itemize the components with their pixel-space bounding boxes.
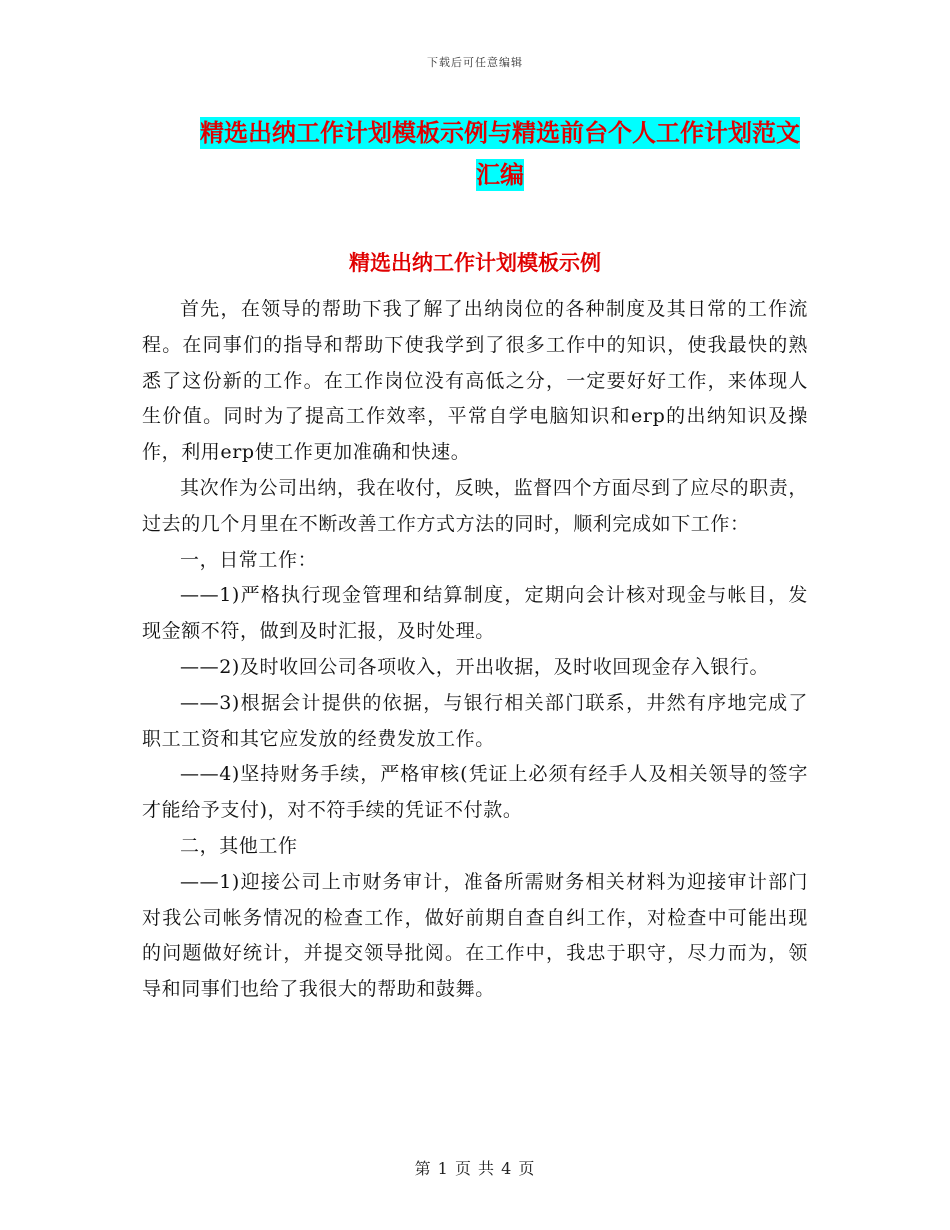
paragraph: ——1)迎接公司上市财务审计，准备所需财务相关材料为迎接审计部门对我公司帐务情况的检查工作，做好前期自查自纠工作，对检查中可能出现的问题做好统计，并提交领导批阅。在工作中，我忠于职守，尽力而为，领导和同事们也给了我很大的帮助和鼓舞。 — [142, 870, 808, 1001]
paragraph: ——3)根据会计提供的依据，与银行相关部门联系，井然有序地完成了职工工资和其它应发放的经费发放工作。 — [142, 691, 808, 750]
document-title-text: 精选出纳工作计划模板示例与精选前台个人工作计划范文汇编 — [200, 119, 800, 189]
paragraph: 一，日常工作： — [180, 548, 318, 571]
paragraph: 二，其他工作 — [180, 834, 298, 857]
body-text — [142, 292, 808, 1008]
document-title — [190, 112, 810, 196]
paragraph: ——1)严格执行现金管理和结算制度，定期向会计核对现金与帐目，发现金额不符，做到及时汇报，及时处理。 — [142, 584, 808, 643]
paragraph: ——4)坚持财务手续，严格审核(凭证上必须有经手人及相关领导的签字才能给予支付)，对不符手续的凭证不付款。 — [142, 763, 808, 822]
page-footer: 第 1 页 共 4 页 — [414, 1159, 536, 1178]
paragraph: ——2)及时收回公司各项收入，开出收据，及时收回现金存入银行。 — [180, 655, 770, 678]
paragraph: 其次作为公司出纳，我在收付，反映，监督四个方面尽到了应尽的职责，过去的几个月里在不断改善工作方式方法的同时，顺利完成如下工作： — [142, 476, 808, 535]
header-note: 下载后可任意编辑 — [427, 56, 523, 69]
section-title: 精选出纳工作计划模板示例 — [349, 251, 601, 275]
paragraph: 首先，在领导的帮助下我了解了出纳岗位的各种制度及其日常的工作流程。在同事们的指导和帮助下使我学到了很多工作中的知识，使我最快的熟悉了这份新的工作。在工作岗位没有高低之分，一定要好好工作，来体现人生价值。同时为了提高工作效率，平常自学电脑知识和erp的出纳知识及操作，利用erp使工作更加准确和快速。 — [142, 298, 808, 464]
